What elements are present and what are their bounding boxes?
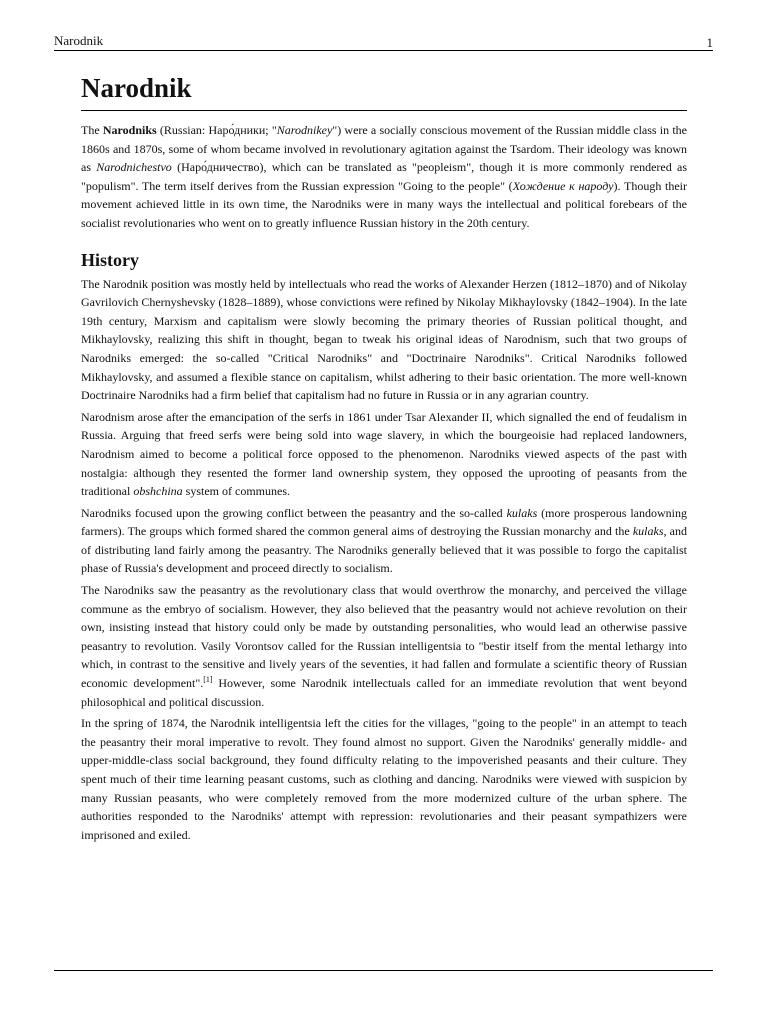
- history-paragraph-4: The Narodniks saw the peasantry as the revolutionary class that would overthrow the monarchy, and perceived the village commune as the embryo of socialism. However, they also believed that the peasantry would not achieve revolution on their own, insisting instead that history could only be made by outstanding personalities, who would lead an otherwise passive peasantry to revolution. Vasily Vorontsov called for the Russian intelligentsia to "bestir itself from the mental lethargy into which, in contrast to the sensitive and lively years of the seventies, it had fallen and formulate a scientific theory of Russian economic development".[1] However, some Narodnik intellectuals called for an immediate revolution that went beyond philosophical and political discussion.: [81, 583, 688, 709]
- section-heading-history: History: [81, 249, 139, 270]
- history-paragraph-3: Narodniks focused upon the growing conflict between the peasantry and the so-called kulaks (more prosperous landowning farmers). The groups which formed shared the common general aims of destroying the Russian monarchy and the kulaks, and of distributing land fairly among the peasantry. The Narodniks generally believed that it was possible to forgo the capitalist phase of Russia's development and proceed directly to socialism.: [81, 505, 687, 576]
- article-title: Narodnik: [81, 72, 687, 111]
- intro-paragraph: The Narodniks (Russian: Наро́дники; "Narodnikey") were a socially conscious movement of the Russian middle class in the 1860s and 1870s, some of whom became involved in revolutionary agitation against the Tsardom. Their ideology was known as Narodnichestvo (Наро́дничество), which can be translated as "peopleism", though it is more commonly rendered as "populism". The term itself derives from the Russian expression "Going to the people" (Хождение к народу). Though their movement achieved little in its own time, the Narodniks were in many ways the intellectual and political forebears of the socialist revolutionaries who went on to greatly influence Russian history in the 20th century.: [81, 123, 688, 230]
- running-header-title: Narodnik: [54, 33, 104, 48]
- history-paragraph-5: In the spring of 1874, the Narodnik intelligentsia left the cities for the villages, "going to the people" in an attempt to teach the peasantry their moral imperative to revolt. They found almost no support. Given the Narodniks' generally middle- and upper-middle-class social background, they found difficulty relating to the impoverished peasants and their culture. They spent much of their time learning peasant customs, such as clothing and dancing. Narodniks were viewed with suspicion by many Russian peasants, who were completely removed from the more modernized culture of the urban sphere. The authorities responded to the Narodniks' attempt with repression: revolutionaries and their peasant sympathizers were imprisoned and exiled.: [81, 716, 687, 842]
- term-narodniks: Narodniks: [102, 123, 157, 137]
- history-paragraph-2: Narodnism arose after the emancipation of the serfs in 1861 under Tsar Alexander II, which signalled the end of feudalism in Russia. Arguing that freed serfs were being sold into wage slavery, in which the bourgeoisie had replaced landowners, Narodnism aimed to become a political force opposed to the phenomenon. Narodniks viewed aspects of the past with nostalgia: although they resented the former land ownership system, they opposed the uprooting of peasants from the traditional obshchina system of communes.: [81, 409, 687, 499]
- running-header: [54, 34, 713, 51]
- article-body: [81, 72, 687, 847]
- reference-link[interactable]: [1]: [203, 675, 213, 685]
- page-number: 1: [706, 35, 713, 50]
- history-paragraph-1: The Narodnik position was mostly held by intellectuals who read the works of Alexander Herzen (1812–1870) and of Nikolay Gavrilovich Chernyshevsky (1828–1889), whose convictions were refined by Nikolay Mikhaylovsky (1842–1904). In the late 19th century, Marxism and capitalism were slowly becoming the primary theories of Russian political thought, and Mikhaylovsky, realizing this shift in thought, began to tweak his original ideas of Narodnism, such that two groups of Narodniks emerged: the so-called "Critical Narodniks" and "Doctrinaire Narodniks". Critical Narodniks followed Mikhaylovsky, and assumed a flexible stance on capitalism, whilst adhering to their basic orientation. The more well-known Doctrinaire Narodniks had a firm belief that capitalism had no future in Russia or in any agrarian country.: [81, 276, 687, 403]
- footer-rule: [54, 970, 713, 971]
